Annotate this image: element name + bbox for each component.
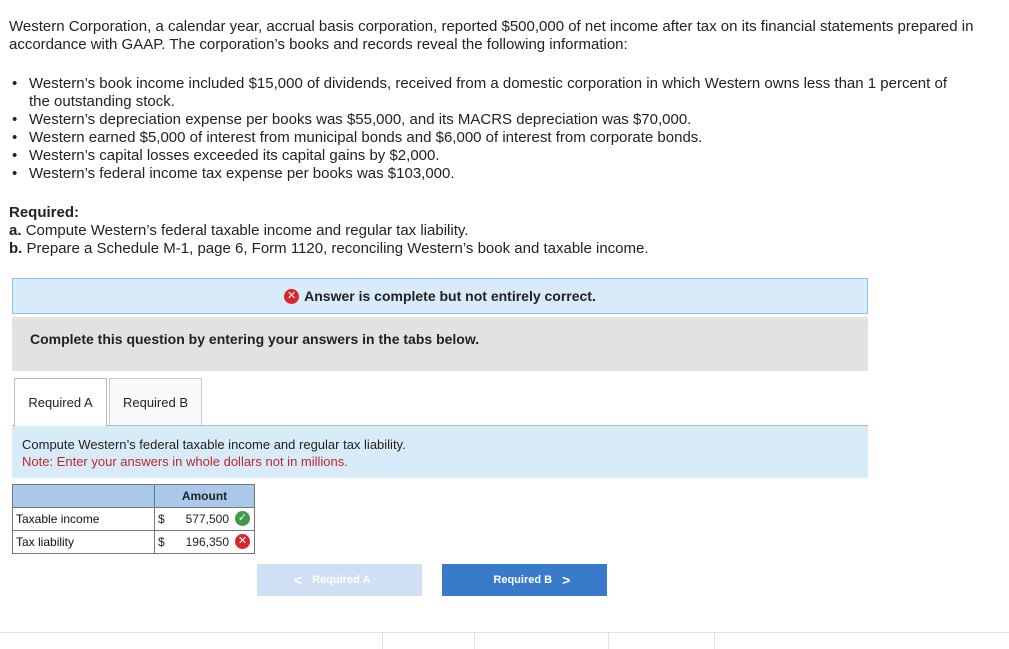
footer-divider-tick (382, 633, 383, 649)
required-b-text: Prepare a Schedule M-1, page 6, Form 1120, reconciling Western’s book and taxable income. (26, 240, 649, 257)
problem-intro (9, 18, 989, 54)
row-label: Taxable income (13, 508, 155, 531)
tab-required-b[interactable] (109, 378, 202, 425)
currency-symbol: $ (158, 535, 165, 549)
taxable-income-input[interactable] (155, 508, 255, 531)
incorrect-icon: ✕ (284, 289, 299, 304)
prev-required-a-button[interactable] (257, 564, 422, 596)
required-a-text: Compute Western’s federal taxable income and regular tax liability. (25, 222, 469, 239)
tab-required-a[interactable] (14, 378, 107, 426)
row-label: Tax liability (13, 531, 155, 554)
fact-item: • Western’s capital losses exceeded its capital gains by $2,000. (9, 147, 969, 165)
cell-value: 196,350 (185, 535, 229, 549)
required-a (9, 222, 649, 240)
required-heading: Required: (9, 204, 80, 221)
table-header-row (13, 485, 255, 508)
currency-symbol: $ (158, 512, 165, 526)
incorrect-icon: ✕ (235, 534, 250, 549)
cell-value: 577,500 (185, 512, 229, 526)
required-a-letter: a. (9, 222, 22, 239)
table-header-blank (13, 485, 155, 508)
chevron-right-icon: > (562, 572, 571, 588)
instruction-box (12, 317, 868, 371)
footer-divider-tick (474, 633, 475, 649)
answer-table (12, 484, 255, 554)
fact-item: • Western’s book income included $15,000 of dividends, received from a domestic corporation in which Western owns less than 1 percent of the outstanding stock. (9, 75, 969, 111)
fact-item: • Western’s depreciation expense per books was $55,000, and its MACRS depreciation was $70,000. (9, 111, 969, 129)
check-icon: ✓ (235, 511, 250, 526)
chevron-left-icon: < (293, 572, 303, 588)
table-header-amount: Amount (155, 485, 255, 508)
banner-text: Answer is complete but not entirely correct. (304, 288, 596, 304)
required-b-letter: b. (9, 240, 23, 257)
facts-list (9, 75, 969, 183)
task-text: Compute Western’s federal taxable income and regular tax liability. (22, 437, 406, 452)
tab-label: Required B (122, 394, 189, 410)
task-note: Note: Enter your answers in whole dollars not in millions. (22, 454, 348, 469)
instruction-text: Complete this question by entering your answers in the tabs below. (30, 331, 480, 347)
answer-status-banner (12, 278, 868, 314)
task-panel (12, 425, 868, 478)
tax-liability-input[interactable] (155, 531, 255, 554)
table-row (13, 508, 255, 531)
footer-divider (0, 632, 1009, 633)
tab-label: Required A (28, 395, 93, 410)
fact-item: • Western earned $5,000 of interest from municipal bonds and $6,000 of interest from corporate bonds. (9, 129, 969, 147)
required-b (9, 240, 649, 258)
footer-divider-tick (608, 633, 609, 649)
footer-divider-tick (714, 633, 715, 649)
prev-button-label: Required A (312, 574, 371, 586)
next-button-label: Required B (493, 574, 553, 586)
intro-text: Western Corporation, a calendar year, accrual basis corporation, reported $500,000 of net income after tax on its financial statements prepared in accordance with GAAP. The corporation’s books and records reveal the following information: (9, 18, 974, 53)
fact-item: • Western’s federal income tax expense per books was $103,000. (9, 165, 969, 183)
next-required-b-button[interactable] (442, 564, 607, 596)
required-section (9, 204, 649, 258)
table-row (13, 531, 255, 554)
